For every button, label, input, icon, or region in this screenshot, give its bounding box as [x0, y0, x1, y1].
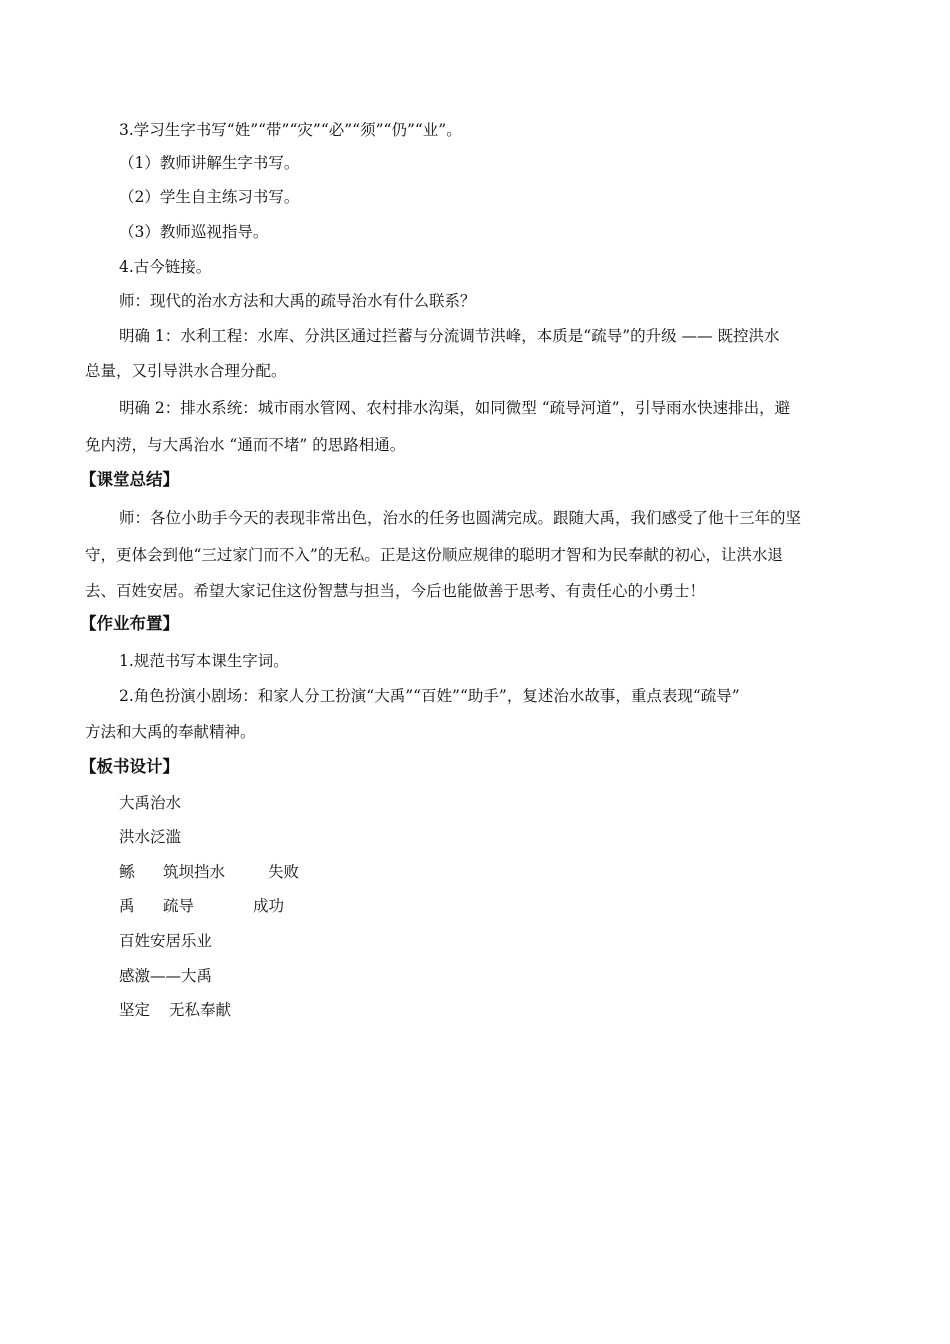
board-row-gun-result: 失败 [268, 863, 300, 881]
board-heading: 【板书设计】 [80, 757, 179, 776]
item3-step-3: （3）教师巡视指导。 [119, 223, 269, 241]
board-title: 大禹治水 [119, 794, 182, 812]
board-firm-label: 坚定 [119, 1001, 151, 1019]
board-grateful: 感激——大禹 [119, 967, 213, 985]
board-row-yu-result: 成功 [253, 897, 285, 915]
board-row-gun-name: 鲧 [119, 863, 135, 881]
board-people: 百姓安居乐业 [119, 932, 213, 950]
homework-item-2-line-1: 2.角色扮演小剧场：和家人分工扮演“大禹”“百姓”“助手”，复述治水故事，重点表现“疏导” [119, 687, 740, 705]
clarify-2-line-2: 免内涝，与大禹治水 “通而不堵” 的思路相通。 [85, 436, 406, 454]
summary-line-1: 师：各位小助手今天的表现非常出色，治水的任务也圆满完成。跟随大禹，我们感受了他十三年的坚 [119, 509, 802, 527]
teacher-question: 师：现代的治水方法和大禹的疏导治水有什么联系？ [119, 292, 476, 310]
board-row-yu-method: 疏导 [163, 897, 195, 915]
item4-title: 4.古今链接。 [119, 258, 212, 276]
board-row-yu-name: 禹 [119, 897, 135, 915]
homework-heading: 【作业布置】 [80, 614, 179, 633]
clarify-2-line-1: 明确 2：排水系统：城市雨水管网、农村排水沟渠，如同微型 “疏导河道”，引导雨水快速排出，避 [119, 399, 791, 417]
item3-step-2: （2）学生自主练习书写。 [119, 188, 300, 206]
homework-item-2-line-2: 方法和大禹的奉献精神。 [85, 723, 256, 741]
homework-item-1: 1.规范书写本课生字词。 [119, 652, 289, 670]
summary-heading: 【课堂总结】 [80, 470, 179, 489]
summary-line-3: 去、百姓安居。希望大家记住这份智慧与担当，今后也能做善于思考、有责任心的小勇士！ [85, 582, 706, 600]
clarify-1-line-2: 总量，又引导洪水合理分配。 [85, 362, 287, 380]
item3-step-1: （1）教师讲解生字书写。 [119, 154, 300, 172]
item3-title: 3.学习生字书写“姓”“带”“灾”“必”“须”“仍”“业”。 [119, 121, 462, 139]
board-firm-value: 无私奉献 [169, 1001, 232, 1019]
board-row-gun-method: 筑坝挡水 [163, 863, 226, 881]
board-flood: 洪水泛滥 [119, 828, 182, 846]
summary-line-2: 守，更体会到他“三过家门而不入”的无私。正是这份顺应规律的聪明才智和为民奉献的初心，让洪水退 [85, 546, 783, 564]
clarify-1-line-1: 明确 1：水利工程：水库、分洪区通过拦蓄与分流调节洪峰，本质是“疏导”的升级 —— 既控洪水 [119, 327, 780, 345]
